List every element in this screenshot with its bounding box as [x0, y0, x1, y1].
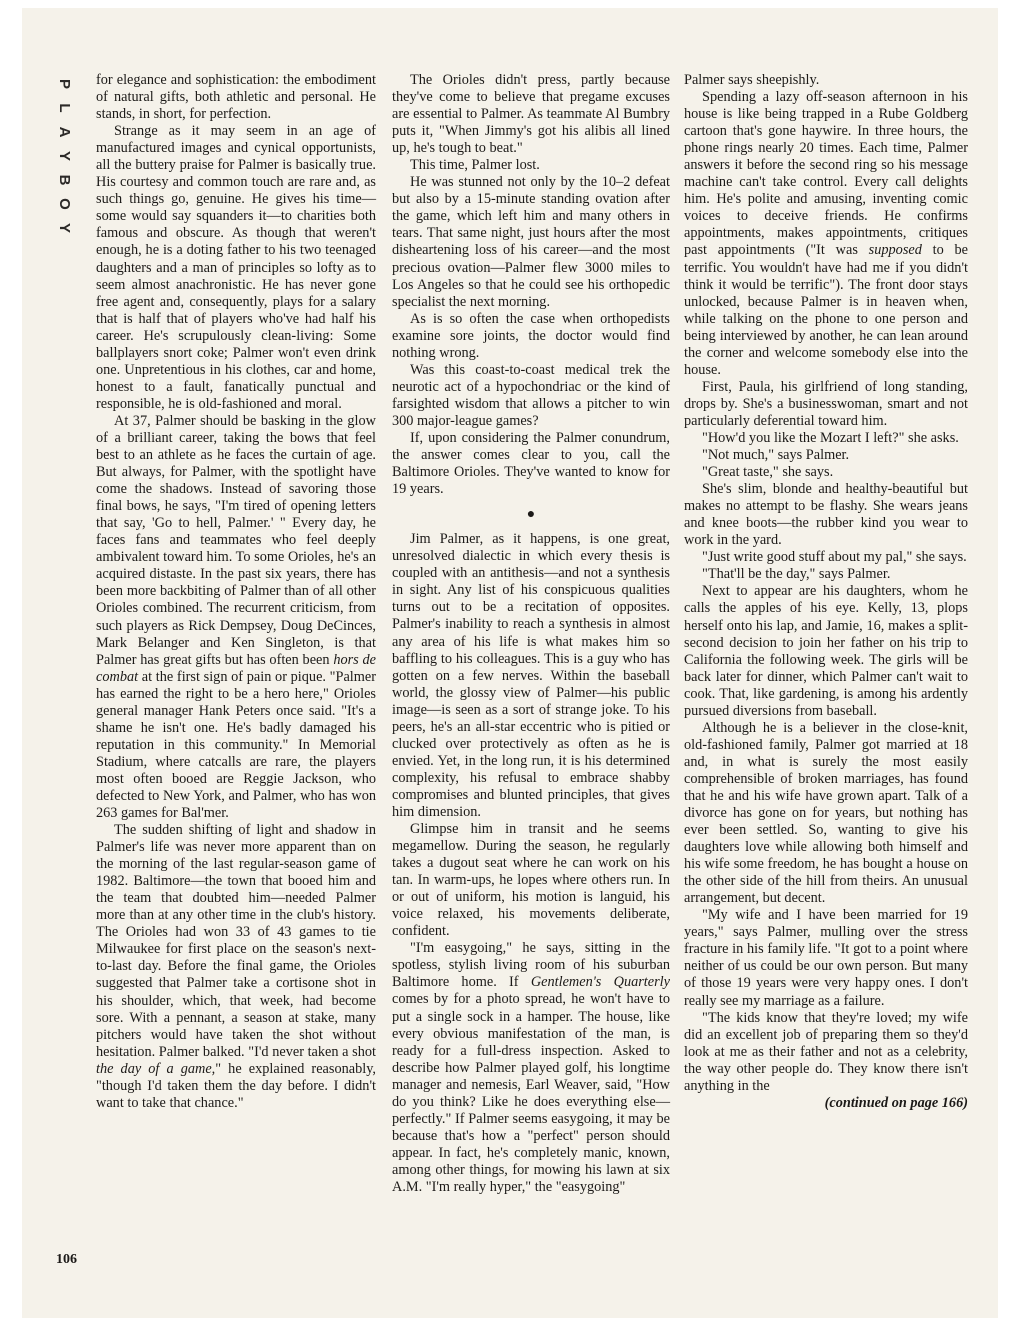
- paragraph: Glimpse him in transit and he seems megamellow. During the season, he regularly takes a dugout seat where he can work on his tan. In warm-ups, he lopes where others run. In or out of uniform, his motion is languid, his voice relaxed, his movements deliberate, confident.: [392, 821, 670, 940]
- italic-phrase: the day of a game,: [96, 1060, 216, 1077]
- paragraph: [392, 940, 670, 1196]
- sidebar-letter: Y: [56, 150, 73, 161]
- paragraph: Was this coast-to-coast medical trek the neurotic act of a hypochondriac or the kind of farsighted wisdom that allows a pitcher to win 300 major-league games?: [392, 361, 670, 429]
- paragraph: She's slim, blonde and healthy-beautiful but makes no attempt to be flashy. She wears jeans and knee boots—the rubber kind you wear to work in the yard.: [684, 481, 968, 549]
- italic-phrase: Gentlemen's Quarterly: [530, 974, 671, 991]
- section-separator-bullet: ●: [526, 507, 536, 523]
- paragraph: Although he is a believer in the close-knit, old-fashioned family, Palmer got married at 18 and, in what is surely the most easily comprehensible of broken marriages, has found that he and his wife have grown apart. Talk of a divorce has gone on for years, but nothing has ever been settled. So, wanting to give his daughters love while allowing both himself and his wife some freedom, he has bought a house on the other side of the hill from theirs. An unusual arrangement, but decent.: [684, 719, 968, 907]
- paragraph: First, Paula, his girlfriend of long standing, drops by. She's a businesswoman, smart and not particularly deferential toward him.: [684, 378, 968, 429]
- article-column-3: [684, 72, 968, 1112]
- paragraph: "My wife and I have been married for 19 years," says Palmer, mulling over the stress fracture in his family life. "It got to a point where neither of us could be our own person. But many of those 19 years were very happy ones. I don't really see my marriage as a failure.: [684, 907, 968, 1009]
- paragraph: As is so often the case when orthopedists examine sore joints, the doctor would find nothing wrong.: [392, 310, 670, 361]
- paragraph-text: to be terrific. You wouldn't have had me if you didn't think it would be terrific"). The front door stays unlocked, because Palmer is in heaven when, while talking on the phone to one person and being interviewed by another, he can lean around the corner and welcome somebody else into the house.: [684, 242, 969, 378]
- paragraph: [96, 413, 376, 822]
- sidebar-letter: O: [56, 198, 73, 210]
- continued-on-page-note: (continued on page 166): [824, 1094, 968, 1111]
- paragraph: Palmer says sheepishly.: [684, 72, 820, 88]
- paragraph: "Great taste," she says.: [702, 464, 834, 481]
- paragraph: If, upon considering the Palmer conundrum, the answer comes clear to you, call the Baltimore Orioles. They've wanted to know for 19 years.: [392, 429, 670, 498]
- sidebar-letter: L: [56, 103, 73, 113]
- paragraph: The Orioles didn't press, partly because they've come to believe that pregame excuses are essential to Palmer. As teammate Al Bumbry puts it, "When Jimmy's got his alibis all lined up, he's tough to beat.": [392, 72, 670, 157]
- paragraph: "That'll be the day," says Palmer.: [702, 566, 891, 583]
- sidebar-letter: A: [56, 126, 73, 138]
- paragraph: "The kids know that they're loved; my wife did an excellent job of preparing them so they'd look at me as their father and not as a celebrity, the way other people do. They know there isn't anything in the: [684, 1009, 968, 1094]
- paragraph: "Not much," says Palmer.: [702, 447, 850, 464]
- paragraph-text: "I'm easygoing," he says, sitting in the spotless, stylish living room of his suburban Baltimore home. If: [392, 940, 670, 991]
- paragraph-text: The sudden shifting of light and shadow in Palmer's life was never more apparent than on the morning of the last regular-season game of 1982. Baltimore—the town that booed him and the team that doubted him—needed Palmer more than at any other time in the club's history. The Orioles had won 33 of 43 games to tie Milwaukee for first place on the season's next-to-last day. Before the final game, the Orioles suggested that Palmer take a cortisone shot in his shoulder, which, that week, had become sore. With a pennant, a season at stake, many pitchers would have taken the shot without hesitation. Palmer balked. "I'd never taken a shot: [96, 822, 376, 1060]
- paragraph-text: Spending a lazy off-season afternoon in his house is like being trapped in a Rube Goldberg cartoon that's gone haywire. In three hours, the phone rings nearly 20 times. Each time, Palmer answers it before the second ring so his message machine can't take control. Every call delights him. He's polite and amusing, inventing comic voices to deceive friends. He confirms appointments, makes appointments, critiques past appointments ("It was: [684, 89, 968, 259]
- paragraph-text: at the first sign of pain or pique. "Palmer has earned the right to be a hero here," Orioles general manager Hank Peters once said. "It's a shame he isn't one. He's badly damaged his reputation in this community." In Memorial Stadium, where catcalls are rare, the players most often booed are Reggie Jackson, who defected to New York, and Palmer, who has won 263 games for Bal'mer.: [96, 668, 376, 822]
- paragraph: He was stunned not only by the 10–2 defeat but also by a 15-minute standing ovation after the game, which left him and many others in tears. That same night, just hours after the most disheartening loss of his career—and the most precious ovation—Palmer flew 3000 miles to Los Angeles so that he could see his orthopedic specialist the next morning.: [392, 174, 670, 310]
- article-column-2: [392, 72, 670, 1196]
- paragraph-text: " he explained reasonably, "though I'd taken them the day before. I didn't want to take that chance.": [96, 1060, 376, 1111]
- magazine-page: [22, 8, 998, 1318]
- sidebar-letter: P: [56, 78, 73, 89]
- magazine-sidebar-logo: [52, 72, 76, 240]
- paragraph: Strange as it may seem in an age of manufactured images and cynical opportunists, all the buttery praise for Palmer is basically true. His courtesy and common touch are rare and, as such things go, genuine. He gives his time—some would say squanders it—to charities both famous and obscure. As though that weren't enough, he is a doting father to his two teenaged daughters and a man of principles so lofty as to seem almost anachronistic. He has never gone free agent and, consequently, plays for a salary that is half that of players who've had half his career. He's scrupulously clean-living: Some ballplayers snort coke; Palmer won't even drink one. Unpretentious in his clothes, car and home, honest to a fault, fanatically punctual and responsible, he is old-fashioned and moral.: [96, 123, 376, 412]
- paragraph: Jim Palmer, as it happens, is one great, unresolved dialectic in which every thesis is coupled with an antithesis—and not a synthesis in sight. Any list of his conspicuous qualities turns out to be a recitation of opposites. Palmer's inability to reach a synthesis in almost any area of his life is what makes him so baffling to his colleagues. This is a guy who has gotten on a few nerves. Within the baseball world, the glossy view of Palmer—his public image—is seen as a sort of strange joke. To his peers, he's an all-star eccentric who is pitied or clucked over protectively as often as he is envied. Yet, in the long run, it is his determined complexity, his refusal to embrace shabby compromises and blunted principles, that gives him dimension.: [392, 531, 670, 820]
- paragraph: [96, 822, 376, 1112]
- paragraph-text: comes by for a photo spread, he won't have to put a single sock in a hamper. The house, like every obvious manifestation of the man, is ready for a full-dress inspection. Asked to describe how Palmer played golf, his longtime manager and nemesis, Earl Weaver, said, "How do you think? Like he does everything else—perfectly." If Palmer seems easygoing, it may be because that's how a "perfect" person should appear. In fact, he's completely manic, known, among other things, for mowing his lawn at six A.M. "I'm really hyper," the "easygoing": [392, 991, 670, 1195]
- italic-phrase: supposed: [868, 242, 922, 259]
- paragraph: [684, 89, 968, 379]
- paragraph: This time, Palmer lost.: [410, 157, 540, 174]
- article-column-1: [96, 72, 376, 1112]
- paragraph-text: At 37, Palmer should be basking in the glow of a brilliant career, taking the bows that feel best to an athlete as he faces the curtain of age. But always, for Palmer, with the spotlight have come the shadows. Instead of savoring those final bows, he says, "I'm tired of opening letters that say, 'Go to hell, Palmer.' " Every day, he faces fans and teammates who feel deeply ambivalent toward him. To some Orioles, he's an acquired distaste. In the past six years, there has been more backbiting of Palmer than of all other Orioles combined. The recurrent criticism, from such players as Rick Dempsey, Doug DeCinces, Mark Belanger and Ken Singleton, is that Palmer has great gifts but has often been: [96, 412, 376, 668]
- paragraph: Next to appear are his daughters, whom he calls the apples of his eye. Kelly, 13, plops herself onto his lap, and Jamie, 16, makes a split-second decision to join her father on his trip to California the following week. The girls will be back later for dinner, which Palmer can't wait to cook. That, like gardening, is among his ardently pursued diversions from baseball.: [684, 583, 968, 719]
- paragraph: for elegance and sophistication: the embodiment of natural gifts, both athletic and personal. He stands, in short, for perfection.: [96, 72, 376, 123]
- sidebar-letter: Y: [56, 222, 73, 233]
- italic-phrase: hors de combat: [96, 651, 376, 685]
- sidebar-letter: B: [56, 174, 73, 186]
- paragraph: "How'd you like the Mozart I left?" she asks.: [702, 429, 959, 446]
- paragraph: "Just write good stuff about my pal," she says.: [702, 549, 967, 566]
- page-number: 106: [56, 1252, 77, 1267]
